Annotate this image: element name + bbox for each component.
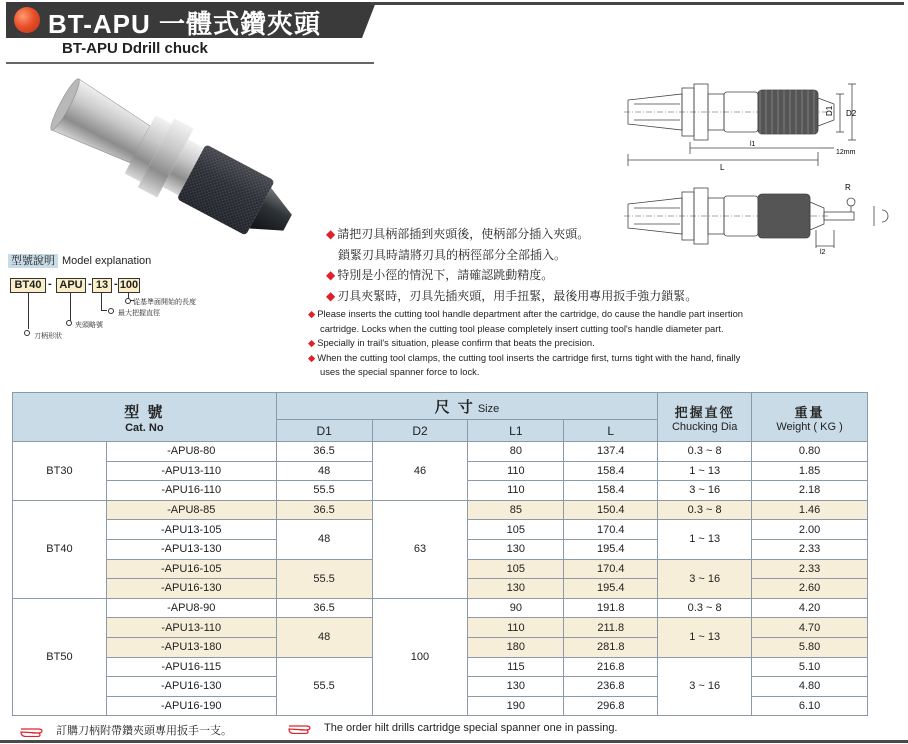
l-cell: 170.4	[564, 559, 658, 579]
note-zh-1: ◆ 請把刃具柄部插到夾頭後，使柄部分插入夾頭。	[326, 227, 590, 241]
weight-cell: 2.60	[752, 579, 868, 599]
l1-cell: 80	[468, 442, 564, 462]
legend-line-diameter	[101, 293, 107, 311]
legend-diameter: 最大把握直徑	[118, 310, 160, 317]
code-chuck: APU	[56, 278, 86, 293]
label-d1: D1	[825, 105, 834, 116]
d1-cell: 55.5	[276, 657, 372, 716]
weight-cell: 2.33	[752, 539, 868, 559]
dia-cell: 0.3 ~ 8	[658, 500, 752, 520]
dimension-drawing-bottom	[620, 176, 900, 256]
l1-cell: 90	[468, 598, 564, 618]
dia-cell: 1 ~ 13	[658, 520, 752, 559]
l1-cell: 110	[468, 481, 564, 501]
label-d2: D2	[846, 109, 857, 118]
spec-table	[12, 392, 868, 716]
series-cell: BT30	[13, 442, 107, 501]
weight-cell: 1.46	[752, 500, 868, 520]
page-subtitle: BT-APU Ddrill chuck	[62, 40, 208, 57]
dia-cell: 0.3 ~ 8	[658, 598, 752, 618]
cat-cell: -APU16-130	[106, 579, 276, 599]
diamond-bullet-icon: ◆	[326, 268, 336, 282]
dia-cell: 1 ~ 13	[658, 461, 752, 481]
d1-cell: 48	[276, 618, 372, 657]
label-l1: l1	[750, 141, 756, 148]
d1-cell: 36.5	[276, 598, 372, 618]
diamond-bullet-icon: ◆	[308, 351, 316, 363]
diamond-bullet-icon: ◆	[326, 227, 336, 241]
d1-cell: 55.5	[276, 481, 372, 501]
legend-dot-diameter	[108, 308, 114, 314]
note-en-3: ◆ When the cutting tool clamps, the cutting tool inserts the cartridge first, turns tight with the hand, finally	[308, 351, 741, 363]
cat-cell: -APU13-110	[106, 618, 276, 638]
dia-cell: 3 ~ 16	[658, 481, 752, 501]
header-model-en: Cat. No	[125, 421, 164, 434]
table-row	[13, 500, 868, 520]
header-size	[276, 393, 658, 420]
model-heading-zh: 型號說明	[8, 254, 58, 268]
table-row	[13, 442, 868, 462]
l1-cell: 115	[468, 657, 564, 677]
title-rule	[370, 2, 904, 5]
label-r: R	[845, 183, 851, 192]
l1-cell: 130	[468, 677, 564, 697]
d1-cell: 36.5	[276, 500, 372, 520]
d1-cell: 48	[276, 461, 372, 481]
l1-cell: 105	[468, 559, 564, 579]
footer-en-text: The order hilt drills cartridge special spanner one in passing.	[324, 722, 618, 734]
l-cell: 170.4	[564, 520, 658, 540]
header-model	[13, 393, 277, 442]
weight-cell: 2.18	[752, 481, 868, 501]
pointing-hand-icon	[20, 725, 50, 737]
footer-note-zh	[20, 722, 232, 738]
d1-cell: 55.5	[276, 559, 372, 598]
code-dash-2: -	[88, 278, 92, 290]
legend-line-chuck	[70, 293, 71, 321]
page-title: BT-APU 一體式鑽夾頭	[48, 9, 322, 39]
code-dash-1: -	[48, 278, 52, 290]
weight-cell: 4.70	[752, 618, 868, 638]
l-cell: 137.4	[564, 442, 658, 462]
header-chucking	[658, 393, 752, 442]
l1-cell: 85	[468, 500, 564, 520]
l-cell: 191.8	[564, 598, 658, 618]
weight-cell: 4.80	[752, 677, 868, 697]
header-d1: D1	[276, 420, 372, 442]
legend-dot-chuck	[66, 320, 72, 326]
cat-cell: -APU16-130	[106, 677, 276, 697]
footer-zh-text: 訂購刀柄附帶鑽夾頭專用扳手一支。	[56, 725, 232, 737]
d2-cell: 100	[372, 598, 468, 716]
d1-cell: 36.5	[276, 442, 372, 462]
note-en-1: ◆ Please inserts the cutting tool handle department after the cartridge, do cause the handle part insertion	[308, 308, 744, 319]
legend-shank: 刀柄形狀	[34, 333, 62, 340]
code-shank: BT40	[10, 278, 46, 293]
code-dash-3: -	[114, 278, 118, 290]
l1-cell: 130	[468, 579, 564, 599]
weight-cell: 6.10	[752, 696, 868, 716]
dia-cell: 3 ~ 16	[658, 657, 752, 716]
note-en-1b: cartridge. Locks when the cutting tool please completely insert cutting tool's handle diameter part.	[320, 322, 724, 334]
header-size-en: Size	[477, 402, 500, 415]
title-bullet-icon	[14, 7, 40, 33]
header-size-zh: 尺 寸	[434, 398, 475, 416]
weight-cell: 2.00	[752, 520, 868, 540]
note-zh-3: ◆ 刃具夾緊時，刃具先插夾頭，用手扭緊，最後用專用扳手強力鎖緊。	[326, 288, 698, 303]
header-model-zh: 型 號	[124, 403, 165, 421]
legend-line-shank	[28, 293, 29, 329]
code-length: 100	[119, 279, 139, 291]
dia-cell: 0.3 ~ 8	[658, 442, 752, 462]
l-cell: 150.4	[564, 500, 658, 520]
d2-cell: 46	[372, 442, 468, 501]
cat-cell: -APU13-110	[106, 461, 276, 481]
d1-cell: 48	[276, 520, 372, 559]
l1-cell: 105	[468, 520, 564, 540]
label-12mm: 12mm	[836, 149, 856, 156]
l-cell: 211.8	[564, 618, 658, 638]
cat-cell: -APU13-180	[106, 637, 276, 657]
code-diameter: 13	[92, 278, 112, 293]
label-l: L	[720, 163, 725, 171]
header-chucking-zh: 把握直徑	[674, 404, 735, 420]
bottom-rule	[0, 740, 908, 743]
subtitle-rule	[6, 62, 374, 64]
l-cell: 195.4	[564, 579, 658, 599]
diamond-bullet-icon: ◆	[308, 337, 316, 349]
cat-cell: -APU8-90	[106, 598, 276, 618]
weight-cell: 5.80	[752, 637, 868, 657]
title-banner	[6, 2, 376, 38]
header-d2: D2	[372, 420, 468, 442]
legend-dot-length	[125, 298, 131, 304]
header-weight	[752, 393, 868, 442]
l1-cell: 190	[468, 696, 564, 716]
pointing-hand-icon	[288, 722, 318, 734]
note-en-2: ◆ Specially in trail's situation, please confirm that beats the precision.	[308, 337, 595, 349]
cat-cell: -APU8-85	[106, 500, 276, 520]
cat-cell: -APU16-190	[106, 696, 276, 716]
dia-cell: 1 ~ 13	[658, 618, 752, 657]
table-header-row-1	[13, 393, 868, 420]
weight-cell: 1.85	[752, 461, 868, 481]
note-zh-2: ◆ 特別是小徑的情況下，請確認跳動精度。	[326, 268, 554, 282]
cat-cell: -APU13-105	[106, 520, 276, 540]
diamond-bullet-icon: ◆	[326, 288, 336, 303]
l-cell: 158.4	[564, 481, 658, 501]
series-cell: BT50	[13, 598, 107, 716]
product-image	[40, 72, 310, 257]
l1-cell: 130	[468, 539, 564, 559]
weight-cell: 4.20	[752, 598, 868, 618]
cat-cell: -APU16-110	[106, 481, 276, 501]
note-en-3b: uses the special spanner force to lock.	[320, 366, 480, 378]
l-cell: 236.8	[564, 677, 658, 697]
l1-cell: 110	[468, 618, 564, 638]
cat-cell: -APU13-130	[106, 539, 276, 559]
header-l: L	[564, 420, 658, 442]
weight-cell: 0.80	[752, 442, 868, 462]
model-explanation-heading	[8, 252, 151, 268]
weight-cell: 2.33	[752, 559, 868, 579]
weight-cell: 5.10	[752, 657, 868, 677]
header-l1: L1	[468, 420, 564, 442]
legend-length: 從基準面開始的長度	[133, 299, 196, 306]
label-l2: l2	[820, 249, 826, 256]
header-chucking-en: Chucking Dia	[671, 420, 738, 433]
model-heading-en: Model explanation	[62, 255, 152, 267]
header-weight-en: Weight ( KG )	[776, 420, 843, 433]
d2-cell: 63	[372, 500, 468, 598]
cat-cell: -APU16-105	[106, 559, 276, 579]
l-cell: 216.8	[564, 657, 658, 677]
table-row	[13, 598, 868, 618]
note-zh-1b: 鎖緊刃具時請將刃具的柄徑部分全部插入。	[338, 247, 567, 262]
footer-note-en	[288, 722, 618, 734]
dia-cell: 3 ~ 16	[658, 559, 752, 598]
l1-cell: 110	[468, 461, 564, 481]
header-weight-zh: 重量	[794, 404, 825, 420]
l1-cell: 180	[468, 637, 564, 657]
l-cell: 158.4	[564, 461, 658, 481]
cat-cell: -APU8-80	[106, 442, 276, 462]
l-cell: 195.4	[564, 539, 658, 559]
cat-cell: -APU16-115	[106, 657, 276, 677]
l-cell: 281.8	[564, 637, 658, 657]
series-cell: BT40	[13, 500, 107, 598]
notes-en	[308, 307, 828, 380]
legend-dot-shank	[24, 330, 30, 336]
l-cell: 296.8	[564, 696, 658, 716]
legend-chuck: 夾頭略號	[75, 322, 103, 329]
diamond-bullet-icon: ◆	[308, 308, 316, 319]
dimension-drawing-top	[620, 76, 900, 171]
